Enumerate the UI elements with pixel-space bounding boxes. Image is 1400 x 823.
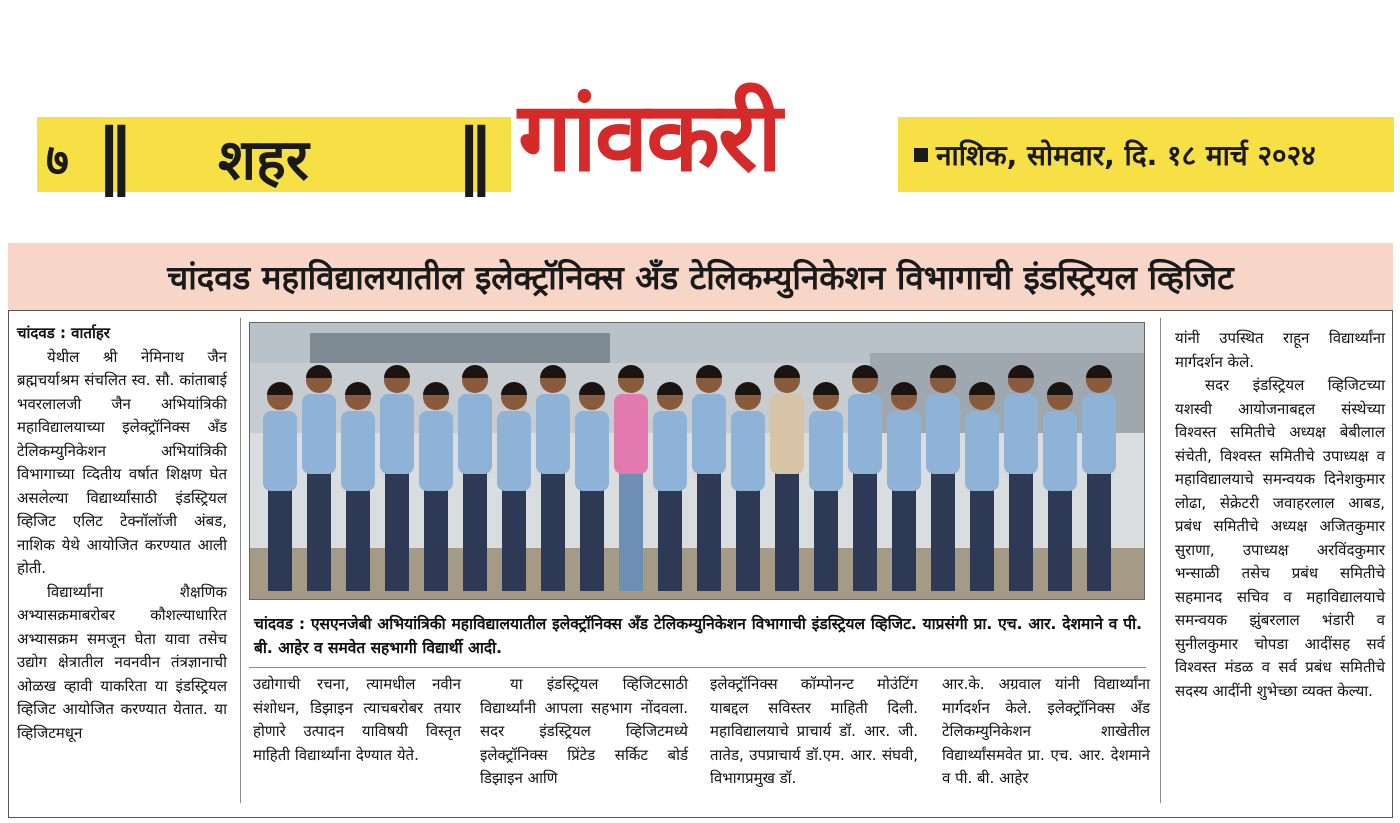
person-figure (575, 382, 609, 591)
person-figure (458, 365, 492, 591)
paragraph: यांनी उपस्थित राहून विद्यार्थ्यांना मार्गदर्शन केले. (1175, 329, 1385, 371)
column-divider (1160, 318, 1161, 803)
page-number: ७ (46, 135, 69, 186)
person-figure (965, 382, 999, 591)
person-figure (1082, 365, 1116, 591)
bottom-column: उद्योगाची रचना, त्यामधील नवीन संशोधन, डिझाइन त्याचबरोबर तयार होणारे उत्पादन याविषयी विस्तृत माहिती विद्यार्थ्यांना देण्यात येते. (253, 675, 461, 764)
caption-rule (249, 667, 1146, 668)
section-title: शहर (218, 128, 309, 193)
right-column (1175, 327, 1385, 703)
person-figure (614, 365, 648, 591)
column-divider (240, 318, 241, 803)
left-column (17, 322, 227, 745)
article-headline: चांदवड महाविद्यालयातील इलेक्ट्रॉनिक्स अँड टेलिकम्युनिकेशन विभागाची इंडस्ट्रियल व्हिजिट (167, 258, 1234, 297)
bottom-column: इलेक्ट्रॉनिक्स कॉम्पोनन्ट मोउंटिंग याबद्दल सविस्तर माहिती दिली. महाविद्यालयाचे प्राचार्य डॉ. आर. जी. तातेड, उपप्राचार्य डॉ.एम. आर. संघवी, विभागप्रमुख डॉ. (710, 675, 918, 787)
person-figure (731, 382, 765, 591)
person-figure (809, 382, 843, 591)
person-figure (302, 365, 336, 591)
person-figure (887, 382, 921, 591)
person-figure (497, 382, 531, 591)
person-figure (263, 382, 297, 591)
person-figure (536, 365, 570, 591)
person-figure (419, 382, 453, 591)
byline: चांदवड : वार्ताहर (17, 324, 110, 342)
person-figure (380, 365, 414, 591)
group-photo (249, 322, 1145, 600)
paragraph: विद्यार्थ्यांना शैक्षणिक अभ्यासक्रमाबरोबर कौशल्याधारित अभ्यासक्रम समजून घेता यावा तसेच उद्योग क्षेत्रातील नवनवीन तंत्रज्ञानाची ओळख व्हावी याकरिता या इंडस्ट्रियल व्हिजिट आयोजित करण्यात येतात. या व्हिजिटमधून (17, 582, 227, 742)
paragraph: येथील श्री नेमिनाथ जैन ब्रह्मचर्याश्रम संचलित स्व. सौ. कांताबाई भवरलालजी जैन अभियांत्रिकी महाविद्यालयाच्या इलेक्ट्रॉनिक्स अँड टेलिकम्युनिकेशन अभियांत्रिकी विभागाच्या व्दितीय वर्षात शिक्षण घेत असलेल्या विद्यार्थ्यांसाठी इंडस्ट्रियल व्हिजिट एलिट टेक्नॉलॉजी अंबड, नाशिक येथे आयोजित करण्यात आली होती. (17, 347, 227, 577)
bullet-square-icon (914, 148, 928, 162)
person-figure (848, 365, 882, 591)
dateline (914, 136, 1316, 174)
bottom-column: आर.के. अग्रवाल यांनी विद्यार्थ्यांना मार्गदर्शन केले. इलेक्ट्रॉनिक्स अँड टेलिकम्युनिकेशन शाखेतील विद्यार्थ्यांसमवेत प्रा. एच. आर. देशमाने व पी. बी. आहेर (942, 675, 1150, 787)
person-figure (653, 382, 687, 591)
person-figure (1004, 365, 1038, 591)
person-figure (770, 365, 804, 591)
dateline-text: नाशिक, सोमवार, दि. १८ मार्च २०२४ (936, 139, 1316, 172)
person-figure (926, 365, 960, 591)
masthead-divider-right: || (456, 113, 481, 197)
group-photo-image (250, 323, 1145, 600)
masthead-divider-left: || (96, 113, 121, 197)
person-figure (341, 382, 375, 591)
newspaper-brand: गांवकरी (518, 81, 781, 193)
headline-band (8, 243, 1393, 311)
person-figure (1043, 382, 1077, 591)
bottom-column: या इंडस्ट्रियल व्हिजिटसाठी विद्यार्थ्यांनी आपला सहभाग नोंदवला. सदर इंडस्ट्रियल व्हिजिटमध्ये इलेक्ट्रॉनिक्स प्रिंटेड सर्किट बोर्ड डिझाइन आणि (480, 675, 688, 787)
photo-caption: चांदवड : एसएनजेबी अभियांत्रिकी महाविद्यालयातील इलेक्ट्रॉनिक्स अँड टेलिकम्युनिकेशन विभागाची इंडस्ट्रियल व्हिजिट. याप्रसंगी प्रा. एच. आर. देशमाने व पी. बी. आहेर व समवेत सहभागी विद्यार्थी आदी. (254, 615, 1142, 657)
person-figure (692, 365, 726, 591)
paragraph: सदर इंडस्ट्रियल व्हिजिटच्या यशस्वी आयोजनाबद्दल संस्थेच्या विश्वस्त समितीचे अध्यक्ष बेबीलाल संचेती, विश्वस्त समितीचे उपाध्यक्ष व महाविद्यालयाचे समन्वयक दिनेशकुमार लोढा, सेक्रेटरी जवाहरलाल आबड, प्रबंध समितीचे अध्यक्ष अजितकुमार सुराणा, उपाध्यक्ष अरविंदकुमार भन्साळी तसेच प्रबंध समितीचे सहमानद सचिव व महाविद्यालयाचे समन्वयक झुंबरलाल भंडारी व सुनीलकुमार चोपडा आदींसह सर्व विश्वस्त मंडळ व सर्व प्रबंध समितीचे सदस्य आदींनी शुभेच्छा व्यक्त केल्या. (1175, 376, 1385, 700)
